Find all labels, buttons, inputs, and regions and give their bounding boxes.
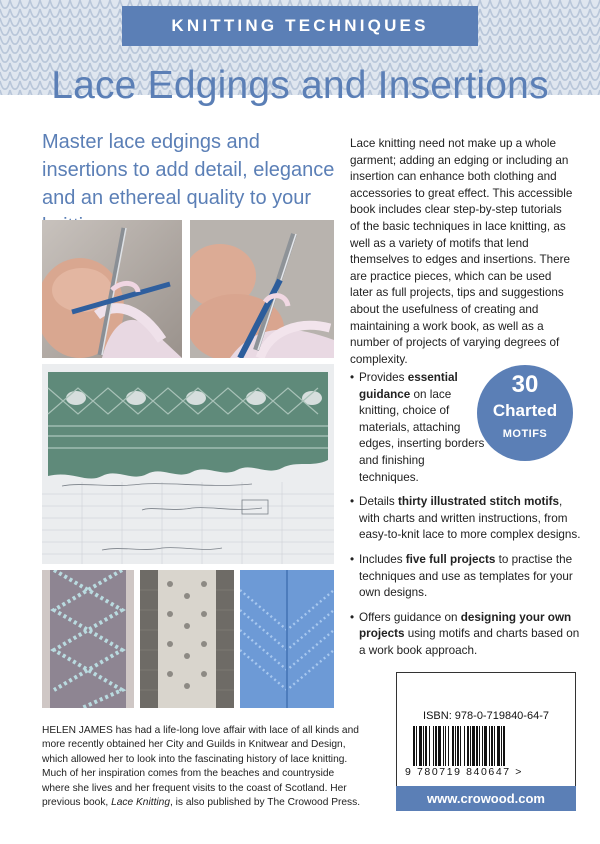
photo-blue-lace [240,570,334,708]
series-label: KNITTING TECHNIQUES [171,16,429,35]
motif-count-badge [477,365,573,461]
barcode-panel [396,672,576,788]
feature-item: • Includes five full projects to practise the techniques and use as templates for your own designs. [350,552,582,602]
isbn-label: ISBN: 978-0-719840-64-7 [423,710,549,722]
feature-item: • Offers guidance on designing your own projects using motifs and charts based on a work book approach. [350,610,582,660]
series-banner [122,6,478,46]
photo-green-lace-edging [42,364,334,564]
feature-item: • Details thirty illustrated stitch motifs, with charts and written instructions, from easy-to-knit lace to more complex designs. [350,494,582,544]
previous-book-title: Lace Knitting [111,797,170,809]
photo-grey-lace [42,570,134,708]
photo-needles-right [190,220,334,358]
tagline: Master lace edgings and insertions to add detail, elegance and an ethereal quality to your [42,131,335,209]
badge-label: Charted [492,401,558,420]
author-bio: HELEN JAMES has had a life-long love affair with lace of all kinds and more recently obtained her City and Guilds in Knitwear and Design, which allowed her to look into the fascinating history of lace knitting. Much of her inspiration comes from the beaches and countryside where she lives and her frequent visits to the coast of Scotland. Her previous book, Lace Knitting, is also published by The Crowood Press. [42,725,361,809]
book-description: Lace knitting need not make up a whole garment; adding an edging or including an insertion can enhance both clothing and accessories to great effect. This accessible book includes clear step-by-step tutorials of the basic techniques in lace knitting, as well as a variety of motifs that lend themselves to edges and insertions. There are practice pieces, which can be used later as full projects, tips and suggestions about the usefulness of creating and maintaining a work book, as well as a number of projects of varying degrees of complexity. [350,137,573,366]
photo-needles-left [42,220,182,358]
book-title: Lace Edgings and Insertions [51,64,549,107]
badge-sublabel: MOTIFS [502,428,548,440]
publisher-website[interactable]: www.crowood.com [396,786,576,811]
badge-number: 30 [511,371,539,398]
barcode [413,726,563,766]
photo-white-lace [140,570,234,708]
feature-item: • Provides essential guidance on lace knitting, choice of materials, attaching edges, inserting borders and finishing techniques. [350,370,487,486]
barcode-digits: 9 780719 840647 > [405,766,523,778]
